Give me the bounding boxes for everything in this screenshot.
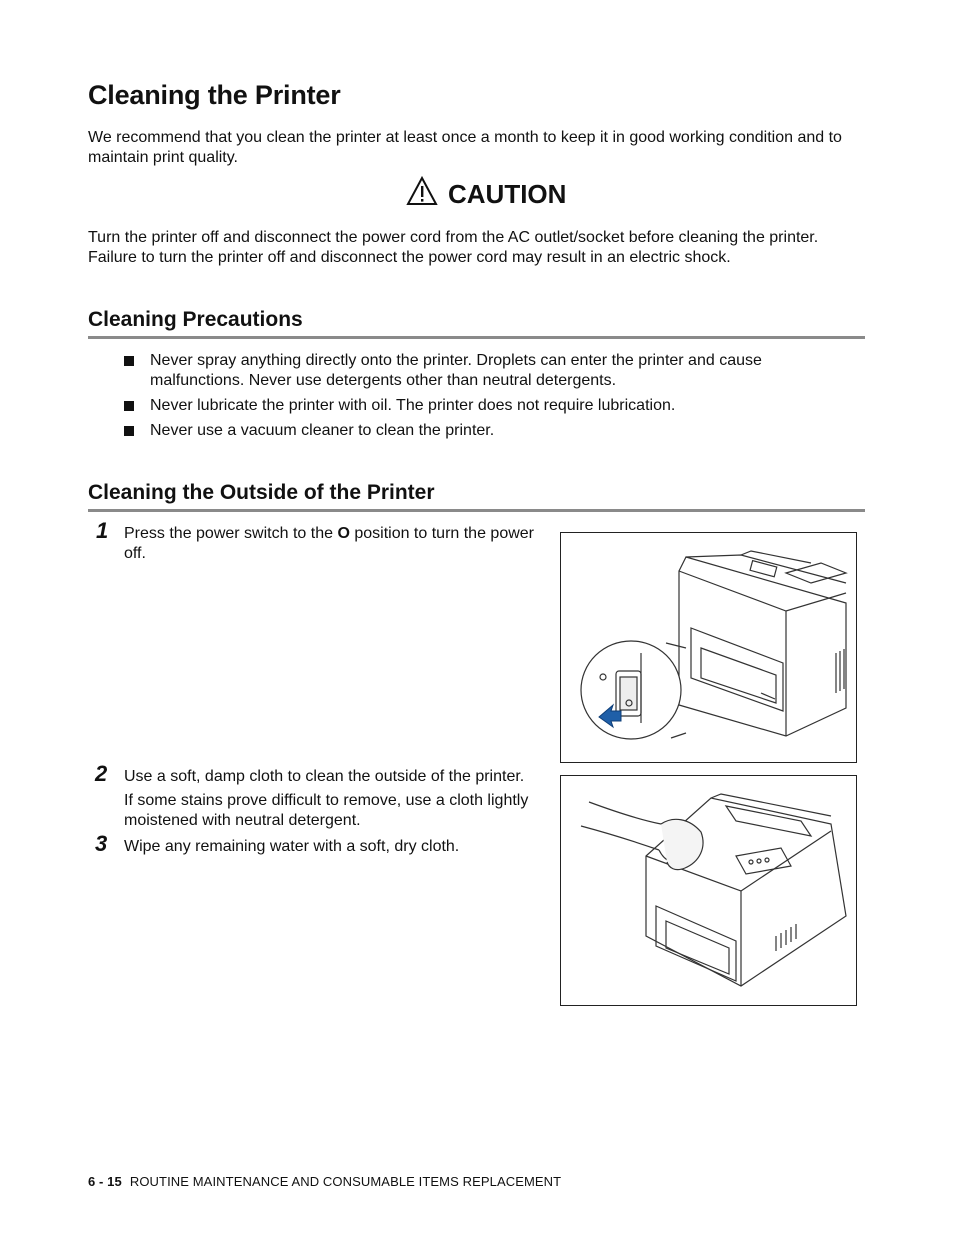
list-item: Never lubricate the printer with oil. The printer does not require lubrication. — [124, 396, 824, 416]
bullet-square-icon — [124, 401, 134, 411]
step-3-text: Wipe any remaining water with a soft, dry cloth. — [124, 838, 460, 855]
page-footer — [88, 1174, 561, 1189]
step-2-subtext: If some stains prove difficult to remove, use a cloth lightly moistened with neutral detergent. — [124, 792, 529, 829]
caution-label: CAUTION — [448, 179, 567, 209]
step-2-text: Use a soft, damp cloth to clean the outside of the printer. — [124, 768, 525, 785]
printer-power-switch-illustration — [561, 533, 856, 762]
chapter-title: ROUTINE MAINTENANCE AND CONSUMABLE ITEMS REPLACEMENT — [129, 1174, 562, 1189]
step-number-3: 3 — [95, 831, 108, 856]
bullet-square-icon — [124, 426, 134, 436]
page-number: 6 - 15 — [88, 1174, 122, 1189]
figure-power-switch — [560, 532, 857, 763]
section-heading-precautions: Cleaning Precautions — [88, 308, 865, 339]
caution-text: Turn the printer off and disconnect the power cord from the AC outlet/socket before cleaning the printer. Failure to turn the printer off and disconnect the power cord may result in an electric shock. — [88, 229, 819, 266]
list-item: Never use a vacuum cleaner to clean the printer. — [124, 421, 824, 441]
step-number-1: 1 — [96, 518, 109, 543]
figure-wiping-printer — [560, 775, 857, 1006]
step-number-2: 2 — [95, 761, 108, 786]
bullet-square-icon — [124, 356, 134, 366]
step-1-text: Press the power switch to the O position to turn the power off. — [124, 525, 534, 562]
section-heading-outside: Cleaning the Outside of the Printer — [88, 481, 865, 512]
precautions-list — [124, 351, 824, 446]
intro-paragraph: We recommend that you clean the printer at least once a month to keep it in good working condition and to maintain print quality. — [88, 129, 842, 166]
list-item: Never spray anything directly onto the printer. Droplets can enter the printer and cause malfunctions. Never use detergents other than neutral detergents. — [124, 351, 824, 391]
printer-wiping-illustration — [561, 776, 856, 1005]
caution-banner — [406, 176, 566, 213]
page-title: Cleaning the Printer — [88, 80, 341, 110]
warning-triangle-icon — [406, 176, 438, 213]
